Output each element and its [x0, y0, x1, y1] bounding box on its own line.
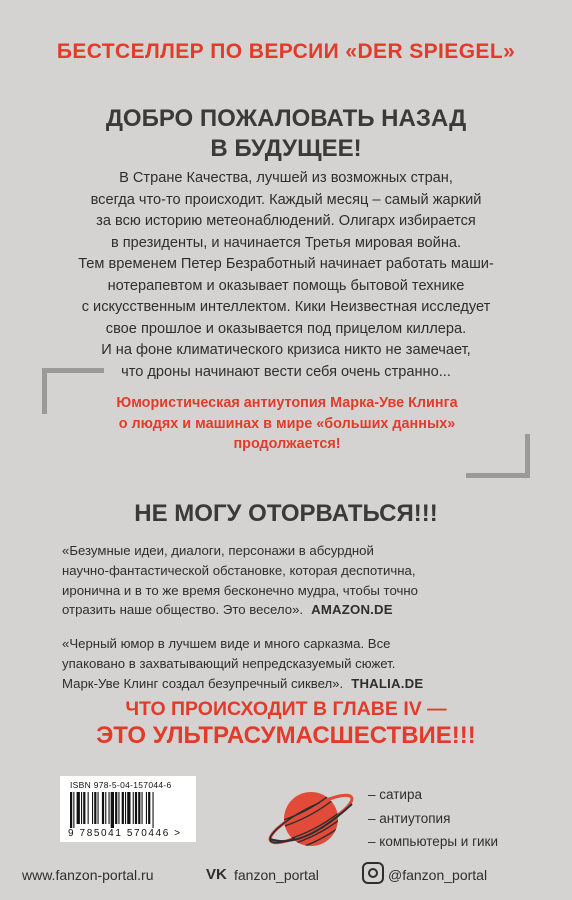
- review-line: «Черный юмор в лучшем виде и много сарказма. Все: [62, 636, 391, 651]
- tagline: [45, 393, 529, 455]
- review-line: «Безумные идеи, диалоги, персонажи в абсурдной: [62, 543, 374, 558]
- barcode-bar: [88, 792, 89, 824]
- review-quote-amazon: [62, 541, 522, 620]
- barcode-bar: [153, 792, 154, 828]
- instagram-handle-link[interactable]: @fanzon_portal: [388, 867, 488, 883]
- website-link[interactable]: www.fanzon-portal.ru: [22, 867, 154, 883]
- barcode-bar: [111, 792, 114, 828]
- review-line: упаковано в захватывающий непредсказуемый сюжет.: [62, 655, 396, 671]
- review-line: [62, 600, 522, 620]
- barcode-bar: [77, 792, 80, 824]
- barcode-digits: 9 785041 570446 >: [68, 828, 182, 839]
- barcode-bar: [83, 792, 85, 824]
- synopsis-line: за всю историю метеонаблюдений. Олигарх избирается: [96, 213, 476, 229]
- synopsis-line: что дроны начинают вести себя очень странно...: [121, 363, 451, 380]
- welcome-heading-line-2: В БУДУЩЕЕ!: [210, 135, 362, 162]
- barcode-bar: [135, 792, 137, 824]
- barcode-bar: [94, 792, 96, 824]
- genre-item: – сатира: [368, 787, 422, 802]
- synopsis-line: И на фоне климатического кризиса никто не замечает,: [101, 342, 471, 358]
- review-line: научно-фантастической обстановке, которая деспотична,: [62, 562, 416, 578]
- barcode-bar: [122, 792, 124, 824]
- synopsis-line: всегда что-то происходит. Каждый месяц – самый жаркий: [90, 191, 482, 208]
- barcode-bar: [105, 792, 106, 824]
- welcome-heading-line-1: ДОБРО ПОЖАЛОВАТЬ НАЗАД: [105, 105, 467, 132]
- synopsis-line: свое прошлое и оказывается под прицелом киллера.: [105, 320, 467, 337]
- genre-list: [368, 783, 498, 854]
- review-source: THALIA.DE: [351, 675, 424, 691]
- tagline-line: продолжается!: [233, 436, 341, 452]
- reviews-heading: НЕ МОГУ ОТОРВАТЬСЯ!!!: [134, 500, 438, 527]
- review-line: иронична и в то же время бесконечно мудра, чтобы точно: [62, 582, 418, 598]
- bracket-top-left: [42, 368, 104, 373]
- vk-icon: VK: [206, 866, 227, 883]
- synopsis-line: В Стране Качества, лучшей из возможных стран,: [119, 170, 453, 186]
- barcode-bar: [102, 792, 104, 824]
- genre-item: – компьютеры и гики: [368, 834, 498, 849]
- barcode-bar: [115, 792, 117, 824]
- barcode-bar: [138, 792, 140, 824]
- planet-icon: [262, 776, 360, 862]
- tagline-line: о людях и машинах в мире «больших данных»: [118, 415, 456, 432]
- barcode-bar: [98, 792, 99, 824]
- barcode-bar: [70, 792, 72, 828]
- instagram-icon: [362, 862, 384, 884]
- barcode-bar: [127, 792, 130, 824]
- chapter-claim-line-2: ЭТО УЛЬТРАСУМАСШЕСТВИЕ!!!: [96, 722, 476, 749]
- barcode-bar: [142, 792, 143, 824]
- review-line-text: Марк-Уве Клинг создал безупречный сиквел».: [62, 675, 344, 691]
- review-line-text: отразить наше общество. Это весело».: [62, 602, 304, 618]
- barcode-bar: [73, 792, 74, 828]
- synopsis: [30, 168, 542, 383]
- synopsis-line: с искусственным интеллектом. Кики Неизвестная исследует: [81, 299, 491, 315]
- barcode-bars: [68, 792, 188, 828]
- genre-item: – антиутопия: [368, 810, 451, 826]
- vk-handle-link[interactable]: fanzon_portal: [234, 867, 319, 883]
- barcode-bar: [125, 792, 126, 824]
- barcode-bar: [133, 792, 134, 824]
- barcode-bar: [109, 792, 110, 824]
- welcome-heading: [0, 104, 572, 164]
- review-quote-thalia: [62, 634, 522, 693]
- chapter-claim-line-1: ЧТО ПРОИСХОДИТ В ГЛАВЕ IV —: [125, 698, 447, 720]
- bracket-bottom-right: [466, 473, 530, 478]
- synopsis-line: Тем временем Петер Безработный начинает работать маши-: [78, 256, 494, 272]
- barcode-bar: [81, 792, 82, 824]
- synopsis-line: нотерапевтом и оказывает помощь бытовой технике: [107, 277, 465, 294]
- tagline-line: Юмористическая антиутопия Марка-Уве Клинга: [116, 395, 458, 411]
- review-line: [62, 674, 522, 694]
- barcode-bar: [148, 792, 150, 824]
- barcode-bar: [146, 792, 147, 824]
- barcode-bar: [118, 792, 119, 824]
- review-source: AMAZON.DE: [311, 602, 393, 618]
- barcode-bar: [92, 792, 93, 824]
- bestseller-banner: БЕСТСЕЛЛЕР ПО ВЕРСИИ «DER SPIEGEL»: [56, 40, 516, 63]
- synopsis-line: в президенты, и начинается Третья мировая война.: [110, 234, 462, 251]
- isbn-label: ISBN 978-5-04-157044-6: [70, 780, 172, 790]
